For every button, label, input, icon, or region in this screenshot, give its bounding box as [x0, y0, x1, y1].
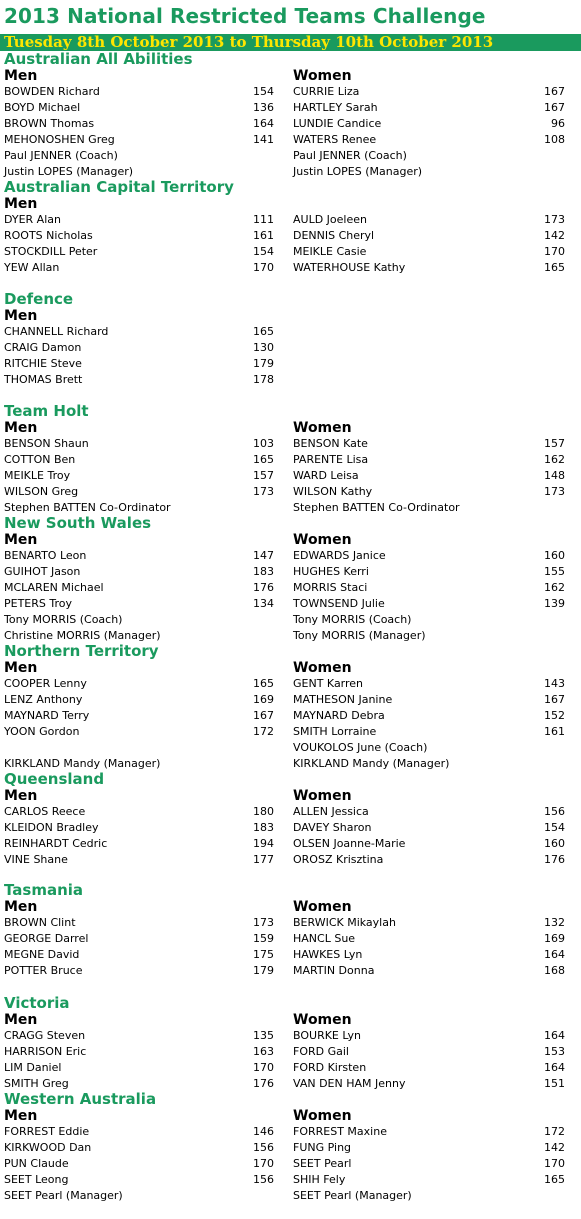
player-name: COOPER Lenny — [4, 677, 87, 690]
player-name: SHIH Fely — [293, 1173, 346, 1186]
player-average: 142 — [544, 229, 565, 242]
men-heading: Men — [4, 788, 38, 804]
player-name: GENT Karren — [293, 677, 364, 690]
player-name: WILSON Kathy — [293, 485, 373, 498]
player-name: COTTON Ben — [4, 453, 76, 466]
official: Tony MORRIS (Manager) — [293, 629, 426, 642]
player-name: BROWN Thomas — [4, 117, 95, 130]
official: KIRKLAND Mandy (Manager) — [293, 757, 450, 770]
player-name: SEET Pearl — [293, 1157, 352, 1170]
player-average: 175 — [253, 948, 274, 961]
player-average: 176 — [544, 853, 565, 866]
women-heading: Women — [293, 899, 352, 915]
team-name: Defence — [4, 290, 74, 308]
player-average: 165 — [544, 261, 565, 274]
player-name: MEIKLE Troy — [4, 469, 71, 482]
player-average: 157 — [253, 469, 274, 482]
player-name: HARTLEY Sarah — [293, 101, 378, 114]
player-average: 136 — [253, 101, 274, 114]
player-name: LUNDIE Candice — [293, 117, 382, 130]
player-average: 168 — [544, 964, 565, 977]
player-average: 163 — [253, 1045, 274, 1058]
women-heading: Women — [293, 660, 352, 676]
player-name: BENSON Shaun — [4, 437, 89, 450]
women-heading: Women — [293, 1012, 352, 1028]
player-average: 154 — [253, 85, 274, 98]
player-average: 176 — [253, 1077, 274, 1090]
official: Justin LOPES (Manager) — [4, 165, 134, 178]
player-name: CARLOS Reece — [4, 805, 86, 818]
player-average: 141 — [253, 133, 274, 146]
player-average: 103 — [253, 437, 274, 450]
player-average: 162 — [544, 581, 565, 594]
player-average: 167 — [544, 85, 565, 98]
player-name: RITCHIE Steve — [4, 357, 82, 370]
player-name: BOWDEN Richard — [4, 85, 100, 98]
player-average: 111 — [253, 213, 274, 226]
player-name: BENSON Kate — [293, 437, 368, 450]
women-heading: Women — [293, 420, 352, 436]
player-name: GUIHOT Jason — [4, 565, 81, 578]
player-average: 173 — [253, 485, 274, 498]
men-heading: Men — [4, 420, 38, 436]
player-average: 173 — [253, 916, 274, 929]
player-name: FUNG Ping — [293, 1141, 352, 1154]
player-average: 155 — [544, 565, 565, 578]
player-average: 161 — [253, 229, 274, 242]
player-name: WATERS Renee — [293, 133, 377, 146]
player-name: CURRIE Liza — [293, 85, 360, 98]
official: KIRKLAND Mandy (Manager) — [4, 757, 161, 770]
player-name: ALLEN Jessica — [293, 805, 369, 818]
player-average: 154 — [544, 821, 565, 834]
men-heading: Men — [4, 899, 38, 915]
player-name: PARENTE Lisa — [293, 453, 369, 466]
men-heading: Men — [4, 1012, 38, 1028]
player-average: 164 — [544, 1061, 565, 1074]
player-name: DAVEY Sharon — [293, 821, 372, 834]
player-name: CHANNELL Richard — [4, 325, 109, 338]
player-average: 169 — [253, 693, 274, 706]
player-average: 170 — [253, 1061, 274, 1074]
player-name: FORREST Maxine — [293, 1125, 387, 1138]
player-name: REINHARDT Cedric — [4, 837, 108, 850]
player-name: WATERHOUSE Kathy — [293, 261, 406, 274]
player-average: 170 — [544, 1157, 565, 1170]
player-name: TOWNSEND Julie — [293, 597, 385, 610]
player-name: GEORGE Darrel — [4, 932, 89, 945]
player-average: 160 — [544, 837, 565, 850]
player-name: BOYD Michael — [4, 101, 81, 114]
player-average: 142 — [544, 1141, 565, 1154]
player-average: 96 — [551, 117, 565, 130]
player-name: MAYNARD Terry — [4, 709, 90, 722]
team-name: Australian Capital Territory — [4, 178, 234, 196]
men-heading: Men — [4, 532, 38, 548]
player-average: 164 — [544, 948, 565, 961]
player-average: 153 — [544, 1045, 565, 1058]
player-name: LIM Daniel — [4, 1061, 62, 1074]
player-name: POTTER Bruce — [4, 964, 83, 977]
player-name: OROSZ Krisztina — [293, 853, 384, 866]
player-name: MORRIS Staci — [293, 581, 368, 594]
player-average: 130 — [253, 341, 274, 354]
player-name: WARD Leisa — [293, 469, 359, 482]
player-average: 167 — [544, 693, 565, 706]
official: SEET Pearl (Manager) — [4, 1189, 123, 1202]
player-name: AULD Joeleen — [293, 213, 367, 226]
player-average: 135 — [253, 1029, 274, 1042]
women-heading: Women — [293, 532, 352, 548]
player-average: 167 — [544, 101, 565, 114]
player-average: 183 — [253, 821, 274, 834]
men-heading: Men — [4, 660, 38, 676]
player-average: 132 — [544, 916, 565, 929]
player-average: 179 — [253, 964, 274, 977]
women-heading: Women — [293, 68, 352, 84]
player-name: VAN DEN HAM Jenny — [293, 1077, 406, 1090]
women-heading: Women — [293, 788, 352, 804]
player-name: MEGNE David — [4, 948, 80, 961]
player-average: 172 — [253, 725, 274, 738]
team-name: Tasmania — [4, 881, 84, 899]
men-heading: Men — [4, 1108, 38, 1124]
team-name: Queensland — [4, 770, 105, 788]
team-name: Northern Territory — [4, 642, 159, 660]
team-name: New South Wales — [4, 514, 152, 532]
player-name: STOCKDILL Peter — [4, 245, 98, 258]
player-average: 164 — [544, 1029, 565, 1042]
player-average: 162 — [544, 453, 565, 466]
player-name: CRAIG Damon — [4, 341, 82, 354]
player-name: BROWN Clint — [4, 916, 76, 929]
player-name: YOON Gordon — [4, 725, 80, 738]
team-name: Victoria — [4, 994, 70, 1012]
player-name: THOMAS Brett — [4, 373, 83, 386]
player-average: 167 — [253, 709, 274, 722]
player-average: 139 — [544, 597, 565, 610]
player-name: OLSEN Joanne-Marie — [293, 837, 406, 850]
player-name: PUN Claude — [4, 1157, 69, 1170]
men-heading: Men — [4, 68, 38, 84]
player-average: 176 — [253, 581, 274, 594]
player-name: DENNIS Cheryl — [293, 229, 375, 242]
player-name: HARRISON Eric — [4, 1045, 87, 1058]
player-average: 165 — [253, 325, 274, 338]
player-average: 194 — [253, 837, 274, 850]
official: Tony MORRIS (Coach) — [4, 613, 123, 626]
player-average: 173 — [544, 213, 565, 226]
player-name: VINE Shane — [4, 853, 68, 866]
player-average: 165 — [253, 677, 274, 690]
player-average: 134 — [253, 597, 274, 610]
player-name: HAWKES Lyn — [293, 948, 363, 961]
player-average: 147 — [253, 549, 274, 562]
player-average: 146 — [253, 1125, 274, 1138]
player-name: MAYNARD Debra — [293, 709, 385, 722]
men-heading: Men — [4, 196, 38, 212]
player-name: BENARTO Leon — [4, 549, 87, 562]
player-name: SMITH Greg — [4, 1077, 69, 1090]
player-average: 169 — [544, 932, 565, 945]
player-average: 108 — [544, 133, 565, 146]
player-name: KLEIDON Bradley — [4, 821, 99, 834]
player-name: FORD Gail — [293, 1045, 349, 1058]
player-name: DYER Alan — [4, 213, 61, 226]
player-average: 157 — [544, 437, 565, 450]
player-average: 159 — [253, 932, 274, 945]
player-name: MEIKLE Casie — [293, 245, 367, 258]
official: Christine MORRIS (Manager) — [4, 629, 161, 642]
player-average: 164 — [253, 117, 274, 130]
player-average: 177 — [253, 853, 274, 866]
player-name: WILSON Greg — [4, 485, 79, 498]
player-name: FORD Kirsten — [293, 1061, 367, 1074]
player-average: 148 — [544, 469, 565, 482]
women-heading: Women — [293, 1108, 352, 1124]
official: Stephen BATTEN Co-Ordinator — [293, 501, 460, 514]
player-name: EDWARDS Janice — [293, 549, 386, 562]
official: Justin LOPES (Manager) — [293, 165, 423, 178]
men-heading: Men — [4, 308, 38, 324]
player-average: 179 — [253, 357, 274, 370]
player-average: 160 — [544, 549, 565, 562]
player-name: HANCL Sue — [293, 932, 356, 945]
player-average: 180 — [253, 805, 274, 818]
player-average: 151 — [544, 1077, 565, 1090]
official: Paul JENNER (Coach) — [293, 149, 407, 162]
player-name: MARTIN Donna — [293, 964, 375, 977]
date-range: Tuesday 8th October 2013 to Thursday 10th October 2013 — [4, 33, 494, 51]
official: Tony MORRIS (Coach) — [293, 613, 412, 626]
player-average: 173 — [544, 485, 565, 498]
official: Paul JENNER (Coach) — [4, 149, 118, 162]
team-name: Australian All Abilities — [4, 50, 193, 68]
player-average: 170 — [253, 1157, 274, 1170]
player-name: BERWICK Mikaylah — [293, 916, 396, 929]
date-banner — [0, 34, 581, 51]
player-name: FORREST Eddie — [4, 1125, 90, 1138]
player-average: 170 — [253, 261, 274, 274]
player-average: 156 — [544, 805, 565, 818]
player-name: PETERS Troy — [4, 597, 72, 610]
player-name: BOURKE Lyn — [293, 1029, 361, 1042]
team-name: Western Australia — [4, 1090, 157, 1108]
player-name: KIRKWOOD Dan — [4, 1141, 92, 1154]
player-name: HUGHES Kerri — [293, 565, 369, 578]
player-name: MCLAREN Michael — [4, 581, 104, 594]
player-average: 156 — [253, 1141, 274, 1154]
player-average: 143 — [544, 677, 565, 690]
player-name: MEHONOSHEN Greg — [4, 133, 115, 146]
official: VOUKOLOS June (Coach) — [293, 741, 428, 754]
player-name: SMITH Lorraine — [293, 725, 377, 738]
official: Stephen BATTEN Co-Ordinator — [4, 501, 171, 514]
official: SEET Pearl (Manager) — [293, 1189, 412, 1202]
player-average: 156 — [253, 1173, 274, 1186]
player-name: LENZ Anthony — [4, 693, 83, 706]
player-name: MATHESON Janine — [293, 693, 393, 706]
player-average: 172 — [544, 1125, 565, 1138]
page-title: 2013 National Restricted Teams Challenge — [4, 4, 486, 28]
player-average: 154 — [253, 245, 274, 258]
player-average: 161 — [544, 725, 565, 738]
player-average: 165 — [544, 1173, 565, 1186]
player-average: 152 — [544, 709, 565, 722]
player-average: 183 — [253, 565, 274, 578]
team-name: Team Holt — [4, 402, 89, 420]
player-average: 165 — [253, 453, 274, 466]
player-average: 170 — [544, 245, 565, 258]
player-name: ROOTS Nicholas — [4, 229, 93, 242]
player-name: YEW Allan — [4, 261, 60, 274]
player-name: SEET Leong — [4, 1173, 69, 1186]
player-name: CRAGG Steven — [4, 1029, 86, 1042]
player-average: 178 — [253, 373, 274, 386]
